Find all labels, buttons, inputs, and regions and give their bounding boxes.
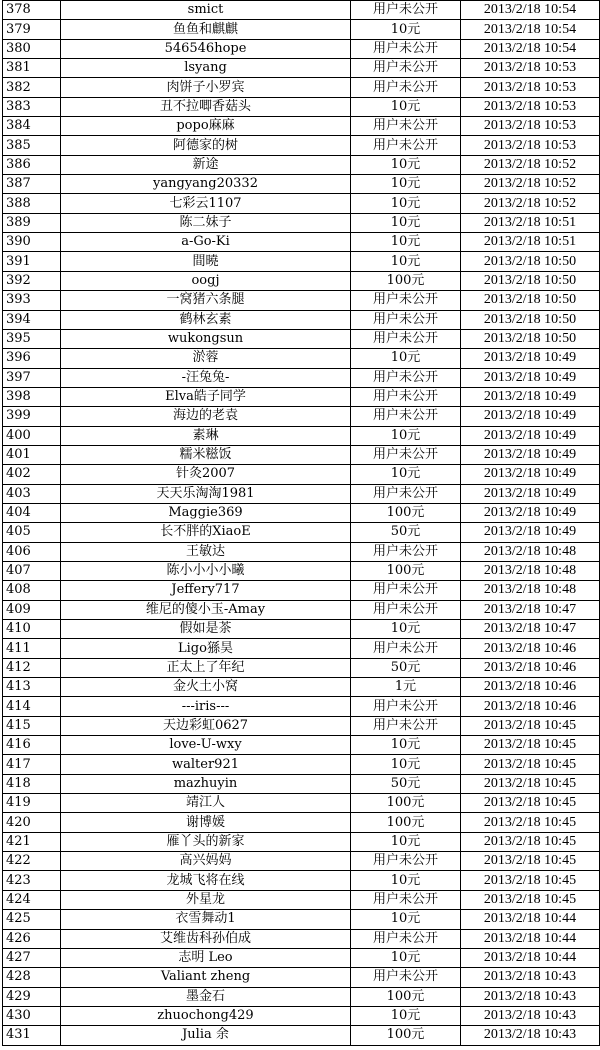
donation-amount: 用户未公开	[351, 929, 461, 948]
table-row	[3, 910, 600, 929]
donation-time: 2013/2/18 10:48	[461, 581, 600, 600]
donation-time: 2013/2/18 10:45	[461, 755, 600, 774]
donation-amount: 10元	[351, 20, 461, 39]
donor-name: 間曉	[61, 252, 351, 271]
row-number: 412	[3, 658, 61, 677]
table-row	[3, 561, 600, 580]
donation-amount: 100元	[351, 813, 461, 832]
donor-name: 鹤林玄素	[61, 310, 351, 329]
donor-name: Valiant zheng	[61, 968, 351, 987]
table-row	[3, 1, 600, 20]
row-number: 409	[3, 600, 61, 619]
row-number: 395	[3, 329, 61, 348]
donor-name: mazhuyin	[61, 774, 351, 793]
table-row	[3, 329, 600, 348]
table-row	[3, 871, 600, 890]
donation-amount: 100元	[351, 503, 461, 522]
donor-name: 谢博媛	[61, 813, 351, 832]
donation-amount: 用户未公开	[351, 59, 461, 78]
row-number: 410	[3, 620, 61, 639]
row-number: 396	[3, 349, 61, 368]
donation-amount: 用户未公开	[351, 117, 461, 136]
donor-name: 新途	[61, 155, 351, 174]
table-row	[3, 310, 600, 329]
table-row	[3, 697, 600, 716]
donation-amount: 用户未公开	[351, 600, 461, 619]
donation-amount: 用户未公开	[351, 407, 461, 426]
table-row	[3, 736, 600, 755]
donor-name: 正太上了年纪	[61, 658, 351, 677]
table-row	[3, 194, 600, 213]
donation-amount: 10元	[351, 465, 461, 484]
donation-amount: 用户未公开	[351, 329, 461, 348]
donation-amount: 用户未公开	[351, 39, 461, 58]
row-number: 415	[3, 716, 61, 735]
donation-amount: 10元	[351, 349, 461, 368]
donation-amount: 10元	[351, 233, 461, 252]
donation-amount: 10元	[351, 832, 461, 851]
row-number: 397	[3, 368, 61, 387]
donor-name: Jeffery717	[61, 581, 351, 600]
donation-amount: 用户未公开	[351, 310, 461, 329]
donor-name: love-U-wxy	[61, 736, 351, 755]
donation-amount: 10元	[351, 252, 461, 271]
donor-name: 陈二妹子	[61, 213, 351, 232]
row-number: 391	[3, 252, 61, 271]
donation-time: 2013/2/18 10:49	[461, 484, 600, 503]
donor-name: smict	[61, 1, 351, 20]
row-number: 380	[3, 39, 61, 58]
table-row	[3, 155, 600, 174]
table-row	[3, 890, 600, 909]
donation-amount: 用户未公开	[351, 484, 461, 503]
table-row	[3, 716, 600, 735]
table-row	[3, 136, 600, 155]
row-number: 430	[3, 1006, 61, 1025]
row-number: 385	[3, 136, 61, 155]
row-number: 419	[3, 794, 61, 813]
donation-amount: 100元	[351, 1026, 461, 1045]
donation-time: 2013/2/18 10:48	[461, 542, 600, 561]
donor-name: Elva皓子同学	[61, 387, 351, 406]
table-row	[3, 426, 600, 445]
donation-time: 2013/2/18 10:49	[461, 465, 600, 484]
donor-name: 546546hope	[61, 39, 351, 58]
row-number: 424	[3, 890, 61, 909]
row-number: 416	[3, 736, 61, 755]
table-row	[3, 832, 600, 851]
donor-name: 假如是茶	[61, 620, 351, 639]
table-row	[3, 968, 600, 987]
donation-time: 2013/2/18 10:45	[461, 813, 600, 832]
donor-name: 肉饼子小罗宾	[61, 78, 351, 97]
donor-name: yangyang20332	[61, 175, 351, 194]
donation-amount: 用户未公开	[351, 368, 461, 387]
donation-amount: 用户未公开	[351, 890, 461, 909]
row-number: 431	[3, 1026, 61, 1045]
donation-amount: 用户未公开	[351, 581, 461, 600]
table-row	[3, 213, 600, 232]
table-row	[3, 175, 600, 194]
donation-time: 2013/2/18 10:49	[461, 368, 600, 387]
donation-time: 2013/2/18 10:52	[461, 175, 600, 194]
donation-amount: 用户未公开	[351, 716, 461, 735]
donation-time: 2013/2/18 10:49	[461, 445, 600, 464]
row-number: 392	[3, 271, 61, 290]
row-number: 389	[3, 213, 61, 232]
donor-name: walter921	[61, 755, 351, 774]
table-row	[3, 813, 600, 832]
donation-time: 2013/2/18 10:50	[461, 329, 600, 348]
donation-amount: 10元	[351, 155, 461, 174]
donation-amount: 100元	[351, 987, 461, 1006]
donation-time: 2013/2/18 10:49	[461, 426, 600, 445]
donor-name: 金火土小窝	[61, 678, 351, 697]
donation-time: 2013/2/18 10:47	[461, 600, 600, 619]
donation-time: 2013/2/18 10:45	[461, 871, 600, 890]
row-number: 426	[3, 929, 61, 948]
donation-time: 2013/2/18 10:48	[461, 561, 600, 580]
donation-amount: 100元	[351, 271, 461, 290]
table-row	[3, 639, 600, 658]
table-row	[3, 794, 600, 813]
donor-name: 一窝猪六条腿	[61, 291, 351, 310]
donor-name: 艾维齿科孙伯成	[61, 929, 351, 948]
donation-amount: 10元	[351, 97, 461, 116]
donor-name: 淤蓉	[61, 349, 351, 368]
donation-time: 2013/2/18 10:45	[461, 852, 600, 871]
table-row	[3, 523, 600, 542]
row-number: 388	[3, 194, 61, 213]
table-row	[3, 1006, 600, 1025]
donation-amount: 50元	[351, 774, 461, 793]
donation-time: 2013/2/18 10:54	[461, 39, 600, 58]
donation-amount: 用户未公开	[351, 291, 461, 310]
row-number: 401	[3, 445, 61, 464]
table-row	[3, 929, 600, 948]
row-number: 423	[3, 871, 61, 890]
donor-name: popo麻麻	[61, 117, 351, 136]
donation-amount: 10元	[351, 910, 461, 929]
donation-time: 2013/2/18 10:50	[461, 271, 600, 290]
donation-time: 2013/2/18 10:49	[461, 407, 600, 426]
row-number: 383	[3, 97, 61, 116]
donation-amount: 50元	[351, 523, 461, 542]
table-row	[3, 600, 600, 619]
donation-time: 2013/2/18 10:45	[461, 890, 600, 909]
donor-name: 维尼的傻小玉-Amay	[61, 600, 351, 619]
table-row	[3, 503, 600, 522]
donation-time: 2013/2/18 10:54	[461, 20, 600, 39]
donor-name: 雁丫头的新家	[61, 832, 351, 851]
table-row	[3, 368, 600, 387]
donor-name: 七彩云1107	[61, 194, 351, 213]
row-number: 378	[3, 1, 61, 20]
donor-name: 鱼鱼和麒麒	[61, 20, 351, 39]
table-row	[3, 542, 600, 561]
donation-amount: 用户未公开	[351, 136, 461, 155]
table-row	[3, 271, 600, 290]
donation-time: 2013/2/18 10:44	[461, 929, 600, 948]
donation-amount: 10元	[351, 755, 461, 774]
donation-amount: 10元	[351, 736, 461, 755]
donation-amount: 用户未公开	[351, 697, 461, 716]
donation-amount: 用户未公开	[351, 639, 461, 658]
donation-time: 2013/2/18 10:50	[461, 310, 600, 329]
donor-name: oogj	[61, 271, 351, 290]
donation-time: 2013/2/18 10:49	[461, 503, 600, 522]
row-number: 420	[3, 813, 61, 832]
table-row	[3, 59, 600, 78]
donor-name: a-Go-Ki	[61, 233, 351, 252]
table-row	[3, 97, 600, 116]
donation-time: 2013/2/18 10:53	[461, 78, 600, 97]
donation-time: 2013/2/18 10:43	[461, 968, 600, 987]
row-number: 404	[3, 503, 61, 522]
donation-amount: 100元	[351, 794, 461, 813]
row-number: 386	[3, 155, 61, 174]
table-row	[3, 755, 600, 774]
donation-time: 2013/2/18 10:43	[461, 1026, 600, 1045]
donation-time: 2013/2/18 10:44	[461, 948, 600, 967]
row-number: 384	[3, 117, 61, 136]
donation-time: 2013/2/18 10:45	[461, 794, 600, 813]
donor-name: 墨金石	[61, 987, 351, 1006]
donor-name: 天边彩虹0627	[61, 716, 351, 735]
row-number: 394	[3, 310, 61, 329]
donor-name: -汪兔兔-	[61, 368, 351, 387]
table-row	[3, 291, 600, 310]
row-number: 413	[3, 678, 61, 697]
donation-time: 2013/2/18 10:50	[461, 252, 600, 271]
table-row	[3, 407, 600, 426]
donation-time: 2013/2/18 10:45	[461, 774, 600, 793]
donation-time: 2013/2/18 10:45	[461, 716, 600, 735]
donation-amount: 10元	[351, 948, 461, 967]
donation-time: 2013/2/18 10:46	[461, 658, 600, 677]
row-number: 390	[3, 233, 61, 252]
donation-time: 2013/2/18 10:45	[461, 832, 600, 851]
donation-amount: 用户未公开	[351, 387, 461, 406]
donation-time: 2013/2/18 10:44	[461, 910, 600, 929]
donor-name: zhuochong429	[61, 1006, 351, 1025]
donation-time: 2013/2/18 10:53	[461, 59, 600, 78]
table-row	[3, 948, 600, 967]
donation-time: 2013/2/18 10:46	[461, 639, 600, 658]
donation-amount: 100元	[351, 561, 461, 580]
row-number: 414	[3, 697, 61, 716]
table-row	[3, 484, 600, 503]
donor-name: 长不胖的XiaoE	[61, 523, 351, 542]
donor-name: 阿德家的树	[61, 136, 351, 155]
row-number: 422	[3, 852, 61, 871]
donor-name: 龙城飞将在线	[61, 871, 351, 890]
row-number: 411	[3, 639, 61, 658]
donation-amount: 用户未公开	[351, 445, 461, 464]
donation-time: 2013/2/18 10:49	[461, 523, 600, 542]
donation-table	[2, 0, 600, 1046]
row-number: 425	[3, 910, 61, 929]
row-number: 399	[3, 407, 61, 426]
row-number: 421	[3, 832, 61, 851]
donation-amount: 用户未公开	[351, 852, 461, 871]
table-row	[3, 620, 600, 639]
table-row	[3, 987, 600, 1006]
donor-name: 针灸2007	[61, 465, 351, 484]
donation-time: 2013/2/18 10:53	[461, 136, 600, 155]
table-row	[3, 252, 600, 271]
donor-name: wukongsun	[61, 329, 351, 348]
row-number: 405	[3, 523, 61, 542]
donation-time: 2013/2/18 10:49	[461, 387, 600, 406]
table-row	[3, 1026, 600, 1045]
row-number: 400	[3, 426, 61, 445]
donor-name: 丑不拉唧香菇头	[61, 97, 351, 116]
donation-time: 2013/2/18 10:52	[461, 194, 600, 213]
donation-time: 2013/2/18 10:54	[461, 1, 600, 20]
row-number: 403	[3, 484, 61, 503]
donation-amount: 10元	[351, 1006, 461, 1025]
row-number: 417	[3, 755, 61, 774]
donor-name: Maggie369	[61, 503, 351, 522]
donor-name: 衣雪舞动1	[61, 910, 351, 929]
donor-name: 素琳	[61, 426, 351, 445]
table-row	[3, 678, 600, 697]
row-number: 418	[3, 774, 61, 793]
table-row	[3, 465, 600, 484]
table-row	[3, 117, 600, 136]
table-row	[3, 233, 600, 252]
donation-amount: 10元	[351, 871, 461, 890]
table-row	[3, 20, 600, 39]
table-row	[3, 581, 600, 600]
table-row	[3, 852, 600, 871]
donation-amount: 用户未公开	[351, 542, 461, 561]
donor-name: Ligo猻昊	[61, 639, 351, 658]
table-row	[3, 774, 600, 793]
row-number: 428	[3, 968, 61, 987]
donor-name: 志明 Leo	[61, 948, 351, 967]
donation-time: 2013/2/18 10:46	[461, 697, 600, 716]
row-number: 407	[3, 561, 61, 580]
row-number: 406	[3, 542, 61, 561]
row-number: 429	[3, 987, 61, 1006]
table-row	[3, 349, 600, 368]
table-row	[3, 658, 600, 677]
donor-name: 高兴妈妈	[61, 852, 351, 871]
donor-name: 陈小小小小曦	[61, 561, 351, 580]
table-row	[3, 39, 600, 58]
donor-name: 海边的老袁	[61, 407, 351, 426]
donation-time: 2013/2/18 10:52	[461, 155, 600, 174]
row-number: 379	[3, 20, 61, 39]
row-number: 381	[3, 59, 61, 78]
row-number: 393	[3, 291, 61, 310]
donation-time: 2013/2/18 10:46	[461, 678, 600, 697]
donation-time: 2013/2/18 10:53	[461, 97, 600, 116]
row-number: 398	[3, 387, 61, 406]
row-number: 382	[3, 78, 61, 97]
table-row	[3, 445, 600, 464]
donor-name: lsyang	[61, 59, 351, 78]
donation-table-body	[3, 1, 600, 1046]
donation-amount: 10元	[351, 426, 461, 445]
donor-name: 糯米糍饭	[61, 445, 351, 464]
donation-time: 2013/2/18 10:50	[461, 291, 600, 310]
donation-amount: 用户未公开	[351, 1, 461, 20]
donation-time: 2013/2/18 10:51	[461, 213, 600, 232]
donor-name: ---iris---	[61, 697, 351, 716]
donation-amount: 10元	[351, 175, 461, 194]
donation-amount: 50元	[351, 658, 461, 677]
row-number: 427	[3, 948, 61, 967]
donation-amount: 10元	[351, 620, 461, 639]
row-number: 408	[3, 581, 61, 600]
donor-name: 王敏达	[61, 542, 351, 561]
donation-time: 2013/2/18 10:53	[461, 117, 600, 136]
donation-amount: 10元	[351, 213, 461, 232]
donation-time: 2013/2/18 10:43	[461, 987, 600, 1006]
donor-name: 天天乐淘淘1981	[61, 484, 351, 503]
row-number: 402	[3, 465, 61, 484]
table-row	[3, 387, 600, 406]
donation-time: 2013/2/18 10:47	[461, 620, 600, 639]
donation-time: 2013/2/18 10:43	[461, 1006, 600, 1025]
donation-amount: 10元	[351, 194, 461, 213]
donor-name: 外星龙	[61, 890, 351, 909]
donor-name: Julia 余	[61, 1026, 351, 1045]
table-row	[3, 78, 600, 97]
donation-time: 2013/2/18 10:45	[461, 736, 600, 755]
row-number: 387	[3, 175, 61, 194]
donation-time: 2013/2/18 10:51	[461, 233, 600, 252]
donation-amount: 1元	[351, 678, 461, 697]
donor-name: 靖江人	[61, 794, 351, 813]
donation-amount: 用户未公开	[351, 968, 461, 987]
donation-amount: 用户未公开	[351, 78, 461, 97]
donation-time: 2013/2/18 10:49	[461, 349, 600, 368]
